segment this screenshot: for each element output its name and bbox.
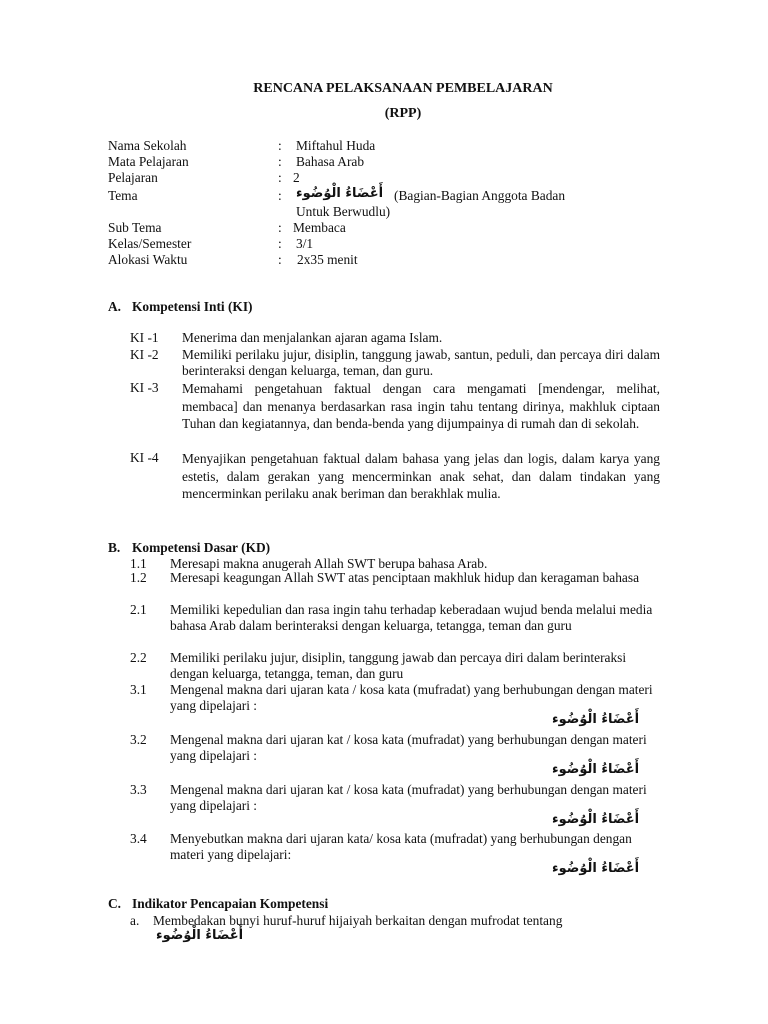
label-tema: Tema <box>108 188 138 203</box>
ki-code: KI -1 <box>130 330 159 345</box>
kd-text: Memiliki kepedulian dan rasa ingin tahu terhadap keberadaan wujud benda melalui media bahasa Arab dalam berinteraksi dengan keluarga, tetangga, teman dan guru <box>170 602 653 633</box>
value-tema-arabic: أَعْضَاءُ الْوُضُوء <box>296 186 384 201</box>
section-heading: Indikator Pencapaian Kompetensi <box>132 896 329 911</box>
colon: : <box>278 170 282 185</box>
kd-text: Menyebutkan makna dari ujaran kata/ kosa kata (mufradat) yang berhubungan dengan materi yang dipelajari: <box>170 831 632 862</box>
section-heading: Kompetensi Inti (KI) <box>132 299 253 314</box>
kd-text: Mengenal makna dari ujaran kat / kosa kata (mufradat) yang berhubungan dengan materi yang dipelajari : <box>170 732 647 763</box>
kd-code: 1.1 <box>130 556 147 571</box>
label-mata-pelajaran: Mata Pelajaran <box>108 154 189 169</box>
kd-arabic-term: أَعْضَاءُ الْوُضُوء <box>552 712 640 727</box>
label-sub-tema: Sub Tema <box>108 220 162 235</box>
kd-text: Meresapi makna anugerah Allah SWT berupa bahasa Arab. <box>170 556 488 571</box>
label-nama-sekolah: Nama Sekolah <box>108 138 187 153</box>
kd-code: 2.1 <box>130 602 147 617</box>
value-sub-tema: Membaca <box>293 220 346 235</box>
colon: : <box>278 138 282 153</box>
value-tema: (Bagian-Bagian Anggota Badan <box>394 188 566 203</box>
label-pelajaran: Pelajaran <box>108 170 158 185</box>
colon: : <box>278 252 282 267</box>
section-letter: B. <box>108 540 121 555</box>
kd-arabic-term: أَعْضَاءُ الْوُضُوء <box>552 812 640 827</box>
section-letter: C. <box>108 896 122 911</box>
kd-text: Mengenal makna dari ujaran kat / kosa kata (mufradat) yang berhubungan dengan materi yang dipelajari : <box>170 782 647 813</box>
colon: : <box>278 220 282 235</box>
kd-arabic-term: أَعْضَاءُ الْوُضُوء <box>552 861 640 876</box>
label-alokasi-waktu: Alokasi Waktu <box>108 252 188 267</box>
colon: : <box>278 236 282 251</box>
kd-arabic-term: أَعْضَاءُ الْوُضُوء <box>552 762 640 777</box>
ki-text: Memiliki perilaku jujur, disiplin, tanggung jawab, santun, peduli, dan percaya diri dalam berinteraksi dengan keluarga, teman, dan guru. <box>182 347 660 378</box>
kd-code: 2.2 <box>130 650 147 665</box>
ki-code: KI -4 <box>130 450 159 465</box>
value-pelajaran: 2 <box>293 170 300 185</box>
kd-code: 1.2 <box>130 570 147 585</box>
indicator-text: Membedakan bunyi huruf-huruf hijaiyah berkaitan dengan mufrodat tentang <box>153 913 563 928</box>
kd-text: Mengenal makna dari ujaran kata / kosa kata (mufradat) yang berhubungan dengan materi yang dipelajari : <box>170 682 653 713</box>
value-mata-pelajaran: Bahasa Arab <box>296 154 365 169</box>
ki-code: KI -2 <box>130 347 159 362</box>
value-kelas-semester: 3/1 <box>296 236 314 251</box>
value-nama-sekolah: Miftahul Huda <box>296 138 376 153</box>
kd-code: 3.3 <box>130 782 147 797</box>
colon: : <box>278 188 282 203</box>
kd-code: 3.4 <box>130 831 147 846</box>
kd-code: 3.1 <box>130 682 147 697</box>
colon: : <box>278 154 282 169</box>
indicator-code: a. <box>130 913 140 928</box>
value-alokasi-waktu: 2x35 menit <box>297 252 358 267</box>
section-letter: A. <box>108 299 122 314</box>
indicator-arabic-term: أَعْضَاءُ الْوُضُوء <box>156 928 244 943</box>
ki-text: Memahami pengetahuan faktual dengan cara mengamati [mendengar, melihat, membaca] dan menanya berdasarkan rasa ingin tahu tentang dirinya, makhluk ciptaan Tuhan dan kegiatannya, dan benda-benda yang dijumpainya di rumah dan di sekolah. <box>182 381 660 432</box>
document-title: RENCANA PELAKSANAAN PEMBELAJARAN <box>253 81 553 96</box>
kd-code: 3.2 <box>130 732 147 747</box>
ki-code: KI -3 <box>130 380 159 395</box>
ki-text: Menyajikan pengetahuan faktual dalam bahasa yang jelas dan logis, dalam karya yang estetis, dalam gerakan yang mencerminkan anak sehat, dan dalam tindakan yang mencerminkan perilaku anak beriman dan berakhlak mulia. <box>182 451 660 502</box>
document-subtitle: (RPP) <box>384 106 422 121</box>
value-tema-cont: Untuk Berwudlu) <box>296 204 391 219</box>
kd-text: Meresapi keagungan Allah SWT atas penciptaan makhluk hidup dan keragaman bahasa <box>170 570 640 585</box>
ki-text: Menerima dan menjalankan ajaran agama Islam. <box>182 330 443 345</box>
label-kelas-semester: Kelas/Semester <box>108 236 192 251</box>
section-heading: Kompetensi Dasar (KD) <box>132 540 271 555</box>
kd-text: Memiliki perilaku jujur, disiplin, tanggung jawab dan percaya diri dalam berinteraksi dengan keluarga, tetangga, teman, dan guru <box>170 650 627 681</box>
